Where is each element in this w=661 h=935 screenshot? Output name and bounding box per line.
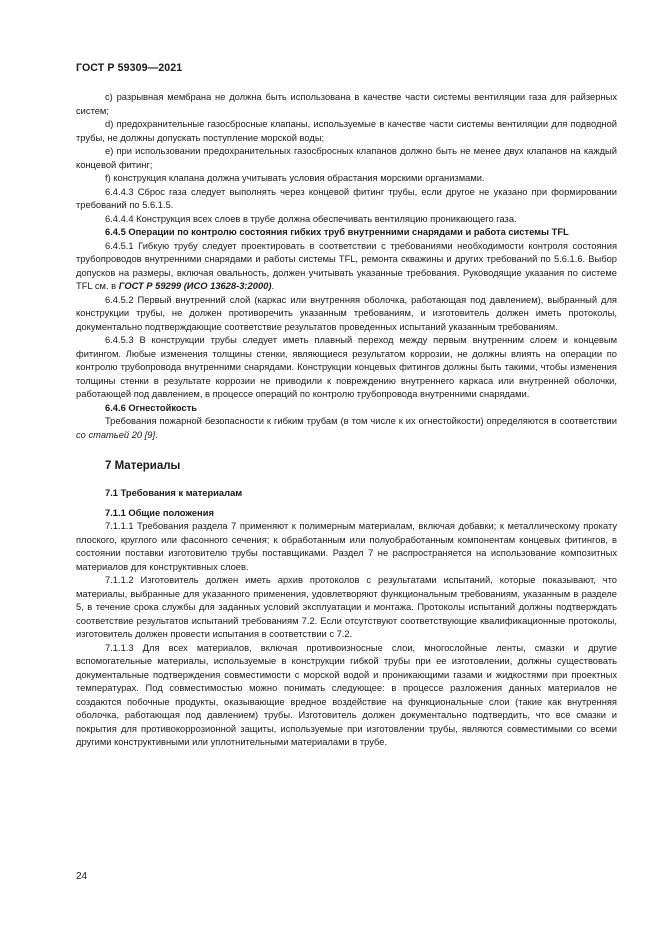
paragraph-text: 6.4.5.1 Гибкую трубу следует проектировать в соответствии с требованиями необходимости контроля состояния трубопроводов внутренними снарядами и работы системы TFL, ремонта скважины и других требований по 5.6.1.6. Выбор допусков на размеры, включая овальность, должен учитывать указанные требования. Руководящие указания по системе TFL см. в (76, 240, 617, 291)
paragraph-6-4-4-4: 6.4.4.4 Конструкция всех слоев в трубе должна обеспечивать вентиляцию проникающего газа. (105, 213, 517, 224)
page-body (76, 91, 617, 750)
standard-reference: ГОСТ Р 59299 (ИСО 13628-3:2000) (118, 281, 272, 291)
heading-6-4-6: 6.4.6 Огнестойкость (105, 402, 198, 413)
paragraph-6-4-5-3: 6.4.5.3 В конструкции трубы следует иметь плавный переход между первым внутренним слоем и концевым фитингом. Любые изменения толщины стенки, являющиеся результатом коррозии, не должны влиять на операции по контролю трубопровода внутренними снарядами. Конструкции концевых фитингов должны быть такими, чтобы изменения толщины стенки в результате коррозии не приводили к повреждению внутреннего каркаса или внутренней оболочки, работающей под давлением, в процессе операций по контролю трубопровода внутренними снарядами. (76, 335, 617, 399)
list-item-e: e) при использовании предохранительных газосбросных клапанов должно быть не менее двух клапанов на каждый концевой фитинг; (76, 146, 617, 170)
list-item-f: f) конструкция клапана должна учитывать условия обрастания морскими организмами. (105, 173, 485, 183)
paragraph-6-4-4-3: 6.4.4.3 Сброс газа следует выполнять через концевой фитинг трубы, если другое не указано при формировании требований по 5.6.1.5. (76, 186, 617, 210)
list-item-c: c) разрывная мембрана не должна быть использована в качестве части системы вентиляции газа для райзерных систем; (76, 92, 617, 116)
heading-6-4-5: 6.4.5 Операции по контролю состояния гибких труб внутренними снарядами и работа системы TFL (105, 227, 569, 237)
paragraph-6-4-6 (76, 415, 617, 442)
heading-7-1: 7.1 Требования к материалам (105, 488, 243, 498)
heading-7-1-1: 7.1.1 Общие положения (105, 507, 214, 518)
paragraph-text-end: . (271, 281, 275, 291)
paragraph-7-1-1-3: 7.1.1.3 Для всех материалов, включая противоизносные слои, многослойные ленты, смазки и другие вспомогательные материалы, используемые в конструкции гибкой трубы при ее изготовлении, должны существовать документальные подтверждения совместимости с морской водой и проникающими газами и жидкостями при проектных температурах. Под совместимостью можно понимать следующее: в процессе разложения данных материалов не создаются побочные продукты, оказывающие вредное воздействие на функциональные слои (такие как внутренняя оболочка, работающая под давлением) трубы. Изготовитель должен документально подтвердить, что все смазки и покрытия для противокоррозионной защиты, используемые при изготовлении трубы, являются совместимыми со всеми другими конструктивными или уплотнительными материалами в трубе. (76, 642, 617, 747)
paragraph-6-4-5-1 (76, 240, 617, 294)
paragraph-text-end: . (155, 429, 158, 440)
paragraph-7-1-1-2: 7.1.1.2 Изготовитель должен иметь архив протоколов с результатами испытаний, которые показывают, что материалы, выбранные для указанного применения, удовлетворяют функциональным требованиям, указанным в разделе 5, в течение срока службы для заданных условий эксплуатации и монтажа. Протоколы испытаний должны подтверждать соответствие результатов испытаний требованиям 7.2. Если отсутствуют соответствующие квалификационные протоколы, изготовитель должен провести испытания в соответствии с 7.2. (76, 575, 617, 639)
document-code-header: ГОСТ Р 59309—2021 (76, 62, 183, 74)
paragraph-6-4-5-2: 6.4.5.2 Первый внутренний слой (каркас или внутренняя оболочка, работающая под давлением), выбранный для конструкции трубы, не должен противоречить указанным требованиям, и изготовитель должен иметь протоколы, документально подтверждающие соответствие результатов проведенных испытаний указанным требованиям. (76, 294, 617, 332)
page-number: 24 (76, 871, 88, 882)
paragraph-7-1-1-1: 7.1.1.1 Требования раздела 7 применяют к полимерным материалам, включая добавки; к металлическому прокату плоского, круглого или фасонного сечения; к обработанным или полуобработанным компонентам концевых фитингов, в состоянии поставки изготовителю трубы поставщиками. Раздел 7 не распространяется на использование композитных материалов для конструктивных слоев. (76, 521, 617, 572)
paragraph-text: Требования пожарной безопасности к гибким трубам (в том числе к их огнестойкости) определяются в соответствии (105, 416, 617, 426)
list-item-d: d) предохранительные газосбросные клапаны, используемые в качестве части системы вентиляции для подводной трубы, не должны допускать поступление морской воды; (76, 119, 617, 143)
section-7-title: 7 Материалы (105, 460, 181, 472)
article-reference: со статьей 20 [9] (76, 429, 156, 440)
